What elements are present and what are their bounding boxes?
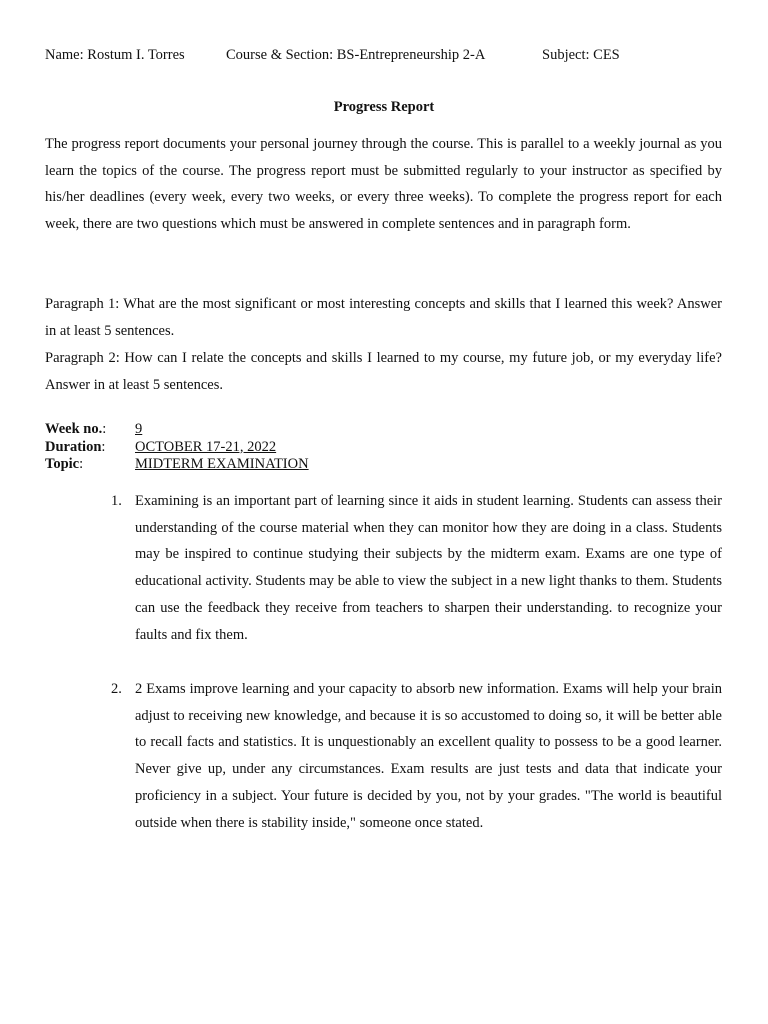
paragraph-2-instruction: Paragraph 2: How can I relate the concepts and skills I learned to my course, my future job, or my everyday life? Answer in at least 5 sentences. xyxy=(45,350,722,393)
topic-label: Topic: xyxy=(45,456,84,472)
answer-number: 1. xyxy=(111,493,122,509)
week-value: 9 xyxy=(135,421,143,437)
week-label: Week no.: xyxy=(45,421,107,437)
course-section: Course & Section: BS-Entrepreneurship 2-A xyxy=(226,47,486,63)
paragraph-1-instruction: Paragraph 1: What are the most significant or most interesting concepts and skills that I learned this week? Answer in at least 5 sentences. xyxy=(45,296,722,339)
answer-text: Examining is an important part of learning since it aids in student learning. Students can assess their understanding of the course material when they can monitor how they are doing in a class. Students may be inspired to continue studying their subjects by the midterm exam. Exams are one type of educational activity. Students may be able to view the subject in a new light thanks to them. Students can use the feedback they receive from teachers to sharpen their understanding. to recognize your faults and fix them. xyxy=(135,493,722,643)
week-info xyxy=(45,421,545,474)
duration-row xyxy=(45,439,545,457)
duration-label: Duration: xyxy=(45,438,106,455)
page-title: Progress Report xyxy=(333,99,435,115)
answer-text: 2 Exams improve learning and your capacity to absorb new information. Exams will help your brain adjust to receiving new knowledge, and because it is so accustomed to doing so, it will be better able to recall facts and statistics. It is unquestionably an excellent quality to possess to be a good learner. Never give up, under any circumstances. Exam results are just tests and data that indicate your proficiency in a subject. Your future is decided by you, not by your grades. "The world is beautiful outside when there is stability inside," someone once stated. xyxy=(135,681,722,831)
topic-value: MIDTERM EXAMINATION xyxy=(135,456,309,472)
topic-row xyxy=(45,456,545,474)
answer-number: 2. xyxy=(111,681,122,697)
intro-paragraph: The progress report documents your personal journey through the course. This is parallel to a weekly journal as you learn the topics of the course. The progress report must be submitted regularly to your instructor as specified by his/her deadlines (every week, every two weeks, or every three weeks). To complete the progress report for each week, there are two questions which must be answered in complete sentences and in paragraph form. xyxy=(45,136,722,233)
student-name: Name: Rostum I. Torres xyxy=(45,47,185,63)
answer-item xyxy=(111,676,723,836)
duration-value: OCTOBER 17-21, 2022 xyxy=(135,438,277,455)
week-row xyxy=(45,421,545,439)
subject: Subject: CES xyxy=(542,47,620,63)
answer-item xyxy=(111,488,723,648)
